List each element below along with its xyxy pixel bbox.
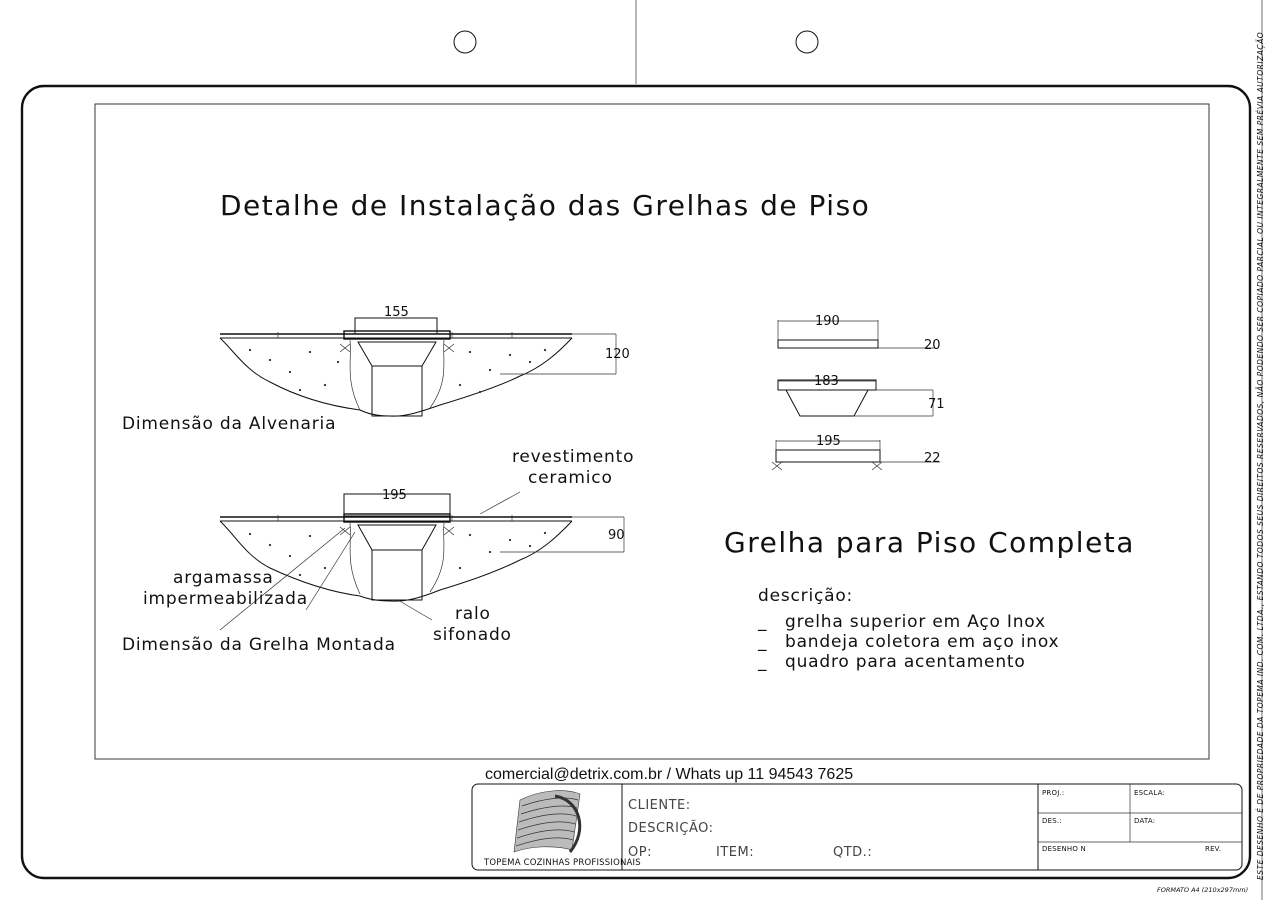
company-name: TOPEMA COZINHAS PROFISSIONAIS	[484, 858, 641, 868]
part-bandeja	[778, 374, 945, 416]
description-item-2: bandeja coletora em aço inox	[785, 632, 1060, 652]
bottom-width-dim: 195	[382, 488, 407, 503]
format-note: FORMATO A4 (210x297mm)	[1157, 886, 1249, 894]
field-qtd: QTD.:	[833, 845, 873, 860]
field-data: DATA:	[1134, 817, 1156, 825]
contact-info: comercial@detrix.com.br / Whats up 11 94543 7625	[485, 766, 854, 783]
description-item-1: grelha superior em Aço Inox	[785, 612, 1046, 632]
concrete-texture-bottom	[249, 532, 546, 576]
part2-height: 71	[928, 397, 945, 412]
caption-alvenaria: Dimensão da Alvenaria	[122, 414, 337, 434]
punch-hole-left	[454, 31, 476, 53]
bullet-2: _	[758, 632, 768, 652]
label-argamassa-2: impermeabilizada	[143, 589, 308, 609]
field-cliente: CLIENTE:	[628, 798, 691, 813]
bottom-height-dim: 90	[608, 528, 625, 543]
topema-logo	[514, 791, 580, 852]
field-descricao: DESCRIÇÃO:	[628, 821, 714, 836]
bullet-3: _	[758, 652, 768, 672]
label-argamassa-1: argamassa	[173, 568, 274, 588]
label-ralo-1: ralo	[455, 604, 491, 624]
field-escala: ESCALA:	[1134, 789, 1166, 797]
top-width-dim: 155	[384, 305, 409, 320]
label-revestimento-1: revestimento	[512, 447, 635, 467]
part2-width: 183	[814, 374, 839, 389]
part3-width: 195	[816, 434, 841, 449]
field-op: OP:	[628, 845, 652, 860]
part1-height: 20	[924, 338, 941, 353]
bullet-1: _	[758, 612, 768, 632]
section-top	[220, 305, 630, 416]
concrete-texture	[249, 349, 546, 393]
drawing-title: Detalhe de Instalação das Grelhas de Piso	[220, 189, 871, 222]
part-quadro	[772, 434, 941, 470]
side-copyright-note: ESTE DESENHO É DE PROPRIEDADE DA TOPEMA IND. COM. LTDA., ESTANDO TODOS SEUS DIREITOS RESERVADOS, NÃO PODENDO SER COPIADO PARCIAL OU INTEGRALMENTE SEM PRÉVIA AUTORIZAÇÃO	[1256, 31, 1265, 880]
field-rev: REV.	[1205, 845, 1222, 853]
part1-width: 190	[815, 314, 840, 329]
top-height-dim: 120	[605, 347, 630, 362]
description-item-3: quadro para acentamento	[785, 652, 1026, 672]
field-des: DES.:	[1042, 817, 1062, 825]
title-block	[472, 784, 1242, 870]
label-ralo-2: sifonado	[433, 625, 512, 645]
punch-hole-right	[796, 31, 818, 53]
label-revestimento-2: ceramico	[528, 468, 613, 488]
description-heading: descrição:	[758, 586, 854, 606]
part-grelha	[778, 314, 941, 353]
field-desenho: DESENHO N	[1042, 845, 1086, 853]
subtitle: Grelha para Piso Completa	[724, 526, 1135, 559]
field-item: ITEM:	[716, 845, 755, 860]
part3-height: 22	[924, 451, 941, 466]
field-proj: PROJ.:	[1042, 789, 1065, 797]
caption-grelha-montada: Dimensão da Grelha Montada	[122, 635, 396, 655]
